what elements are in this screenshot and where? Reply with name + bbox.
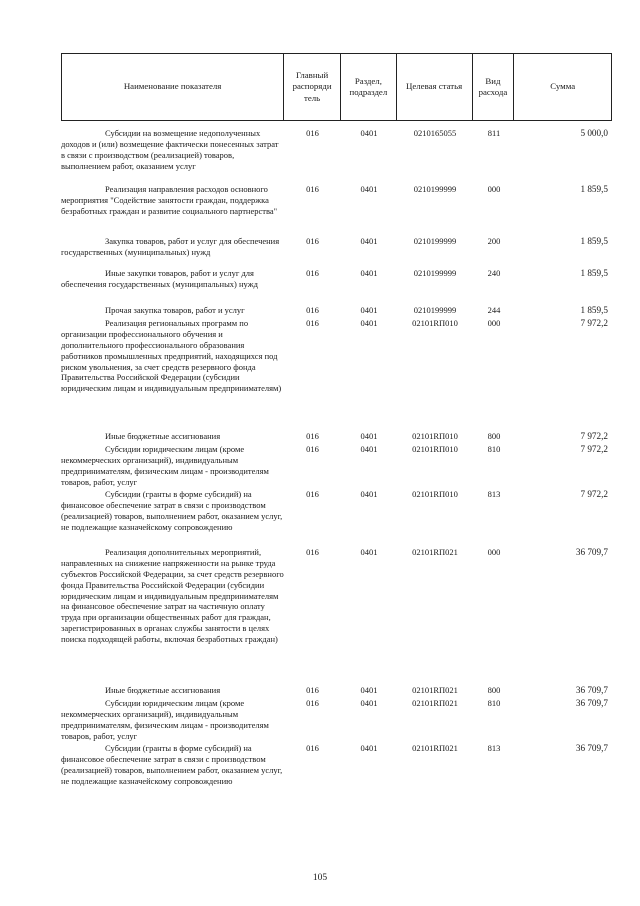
row-summa: 36 709,7 bbox=[575, 547, 608, 557]
row-vid: 813 bbox=[487, 489, 501, 499]
row-summa: 36 709,7 bbox=[575, 685, 608, 695]
row-name: Реализация региональных программ по организации профессионального обучения и дополнительного профессионального образования работников промышленных предприятий, находящихся под риском увольнения, за счет средств резервного фонда Правительства Российской Федерации (субсидии юридическим лицам и индивидуальным предпринимателям) bbox=[61, 318, 282, 394]
header-glavny: Главный распоряди тель bbox=[284, 54, 341, 120]
row-name: Иные закупки товаров, работ и услуг для обеспечения государственных (муниципальных) нужд bbox=[61, 268, 258, 289]
row-glavny: 016 bbox=[306, 444, 319, 454]
row-celevaya: 02101RП010 bbox=[412, 444, 458, 454]
row-summa: 7 972,2 bbox=[580, 318, 608, 328]
row-razdel: 0401 bbox=[360, 547, 378, 557]
row-glavny: 016 bbox=[306, 318, 319, 328]
row-glavny: 016 bbox=[306, 236, 319, 246]
row-summa: 1 859,5 bbox=[580, 305, 608, 315]
row-name: Реализация дополнительных мероприятий, направленных на снижение напряженности на рынке труда субъектов Российской Федерации, за счет средств резервного фонда Правительства Российской Федерации (субсидии юридическим лицам и индивидуальным предпринимателям на финансовое обеспечение затрат на частичную оплату труда при организации общественных работ для граждан, зарегистрированных в органах службы занятости в целях поиска подходящей работы, включая безработных граждан) bbox=[61, 547, 284, 644]
row-summa: 5 000,0 bbox=[580, 128, 608, 138]
row-vid: 811 bbox=[487, 128, 501, 138]
row-name: Реализация направления расходов основного мероприятия "Содействие занятости граждан, поддержка безработных граждан и развитие социального партнерства" bbox=[61, 184, 278, 216]
table-header bbox=[61, 53, 612, 121]
row-celevaya: 02101RП021 bbox=[412, 743, 458, 753]
page-number: 105 bbox=[312, 873, 328, 883]
row-summa: 36 709,7 bbox=[575, 743, 608, 753]
row-glavny: 016 bbox=[306, 431, 319, 441]
row-razdel: 0401 bbox=[360, 444, 378, 454]
row-celevaya: 0210199999 bbox=[413, 305, 457, 315]
row-glavny: 016 bbox=[306, 268, 319, 278]
row-celevaya: 02101RП010 bbox=[412, 431, 458, 441]
row-razdel: 0401 bbox=[360, 318, 378, 328]
row-razdel: 0401 bbox=[360, 489, 378, 499]
row-summa: 1 859,5 bbox=[580, 184, 608, 194]
row-summa: 7 972,2 bbox=[580, 489, 608, 499]
row-vid: 800 bbox=[487, 431, 501, 441]
row-vid: 000 bbox=[487, 318, 501, 328]
row-glavny: 016 bbox=[306, 128, 319, 138]
row-razdel: 0401 bbox=[360, 698, 378, 708]
row-celevaya: 02101RП021 bbox=[412, 547, 458, 557]
row-razdel: 0401 bbox=[360, 236, 378, 246]
row-name: Иные бюджетные ассигнования bbox=[105, 431, 221, 441]
row-summa: 1 859,5 bbox=[580, 236, 608, 246]
row-celevaya: 0210199999 bbox=[413, 236, 457, 246]
row-vid: 240 bbox=[487, 268, 501, 278]
row-summa: 7 972,2 bbox=[580, 431, 608, 441]
row-vid: 810 bbox=[487, 698, 501, 708]
row-celevaya: 0210165055 bbox=[413, 128, 457, 138]
row-celevaya: 0210199999 bbox=[413, 184, 457, 194]
row-name: Субсидии юридическим лицам (кроме некоммерческих организаций), индивидуальным предпринимателям, физическим лицам - производителям товаров, работ, услуг bbox=[61, 698, 269, 741]
row-razdel: 0401 bbox=[360, 268, 378, 278]
row-summa: 36 709,7 bbox=[575, 698, 608, 708]
row-celevaya: 02101RП021 bbox=[412, 685, 458, 695]
row-vid: 810 bbox=[487, 444, 501, 454]
row-celevaya: 02101RП010 bbox=[412, 489, 458, 499]
header-summa: Сумма bbox=[550, 81, 576, 92]
row-glavny: 016 bbox=[306, 685, 319, 695]
row-glavny: 016 bbox=[306, 184, 319, 194]
row-razdel: 0401 bbox=[360, 431, 378, 441]
header-razdel: Раздел, подраздел bbox=[341, 54, 397, 120]
header-name: Наименование показателя bbox=[62, 54, 284, 120]
row-name: Иные бюджетные ассигнования bbox=[105, 685, 221, 695]
row-summa: 7 972,2 bbox=[580, 444, 608, 454]
row-razdel: 0401 bbox=[360, 305, 378, 315]
row-name: Субсидии (гранты в форме субсидий) на финансовое обеспечение затрат в связи с производством (реализацией) товаров, выполнением работ, оказанием услуг, не подлежащие казначейскому сопровождению bbox=[61, 743, 283, 786]
row-glavny: 016 bbox=[306, 489, 319, 499]
header-vid: Вид расхода bbox=[473, 54, 515, 120]
row-name: Субсидии на возмещение недополученных доходов и (или) возмещение фактически понесенных затрат в связи с производством (реализацией) товаров, выполнением работ, оказанием услуг bbox=[61, 128, 279, 171]
row-razdel: 0401 bbox=[360, 743, 378, 753]
row-razdel: 0401 bbox=[360, 184, 378, 194]
row-vid: 000 bbox=[487, 184, 501, 194]
row-vid: 800 bbox=[487, 685, 501, 695]
row-summa: 1 859,5 bbox=[580, 268, 608, 278]
row-name: Закупка товаров, работ и услуг для обеспечения государственных (муниципальных) нужд bbox=[61, 236, 280, 257]
row-razdel: 0401 bbox=[360, 128, 378, 138]
row-celevaya: 02101RП010 bbox=[412, 318, 458, 328]
row-name: Субсидии (гранты в форме субсидий) на финансовое обеспечение затрат в связи с производством (реализацией) товаров, выполнением работ, оказанием услуг, не подлежащие казначейскому сопровождению bbox=[61, 489, 283, 532]
row-name: Субсидии юридическим лицам (кроме некоммерческих организаций), индивидуальным предпринимателям, физическим лицам - производителям товаров, работ, услуг bbox=[61, 444, 269, 487]
row-vid: 200 bbox=[487, 236, 501, 246]
row-name: Прочая закупка товаров, работ и услуг bbox=[105, 305, 245, 315]
row-celevaya: 02101RП021 bbox=[412, 698, 458, 708]
row-glavny: 016 bbox=[306, 698, 319, 708]
row-glavny: 016 bbox=[306, 547, 319, 557]
row-glavny: 016 bbox=[306, 743, 319, 753]
header-celevaya: Целевая статья bbox=[397, 54, 473, 120]
row-vid: 244 bbox=[487, 305, 501, 315]
row-celevaya: 0210199999 bbox=[413, 268, 457, 278]
row-vid: 813 bbox=[487, 743, 501, 753]
row-razdel: 0401 bbox=[360, 685, 378, 695]
row-vid: 000 bbox=[487, 547, 501, 557]
row-glavny: 016 bbox=[306, 305, 319, 315]
